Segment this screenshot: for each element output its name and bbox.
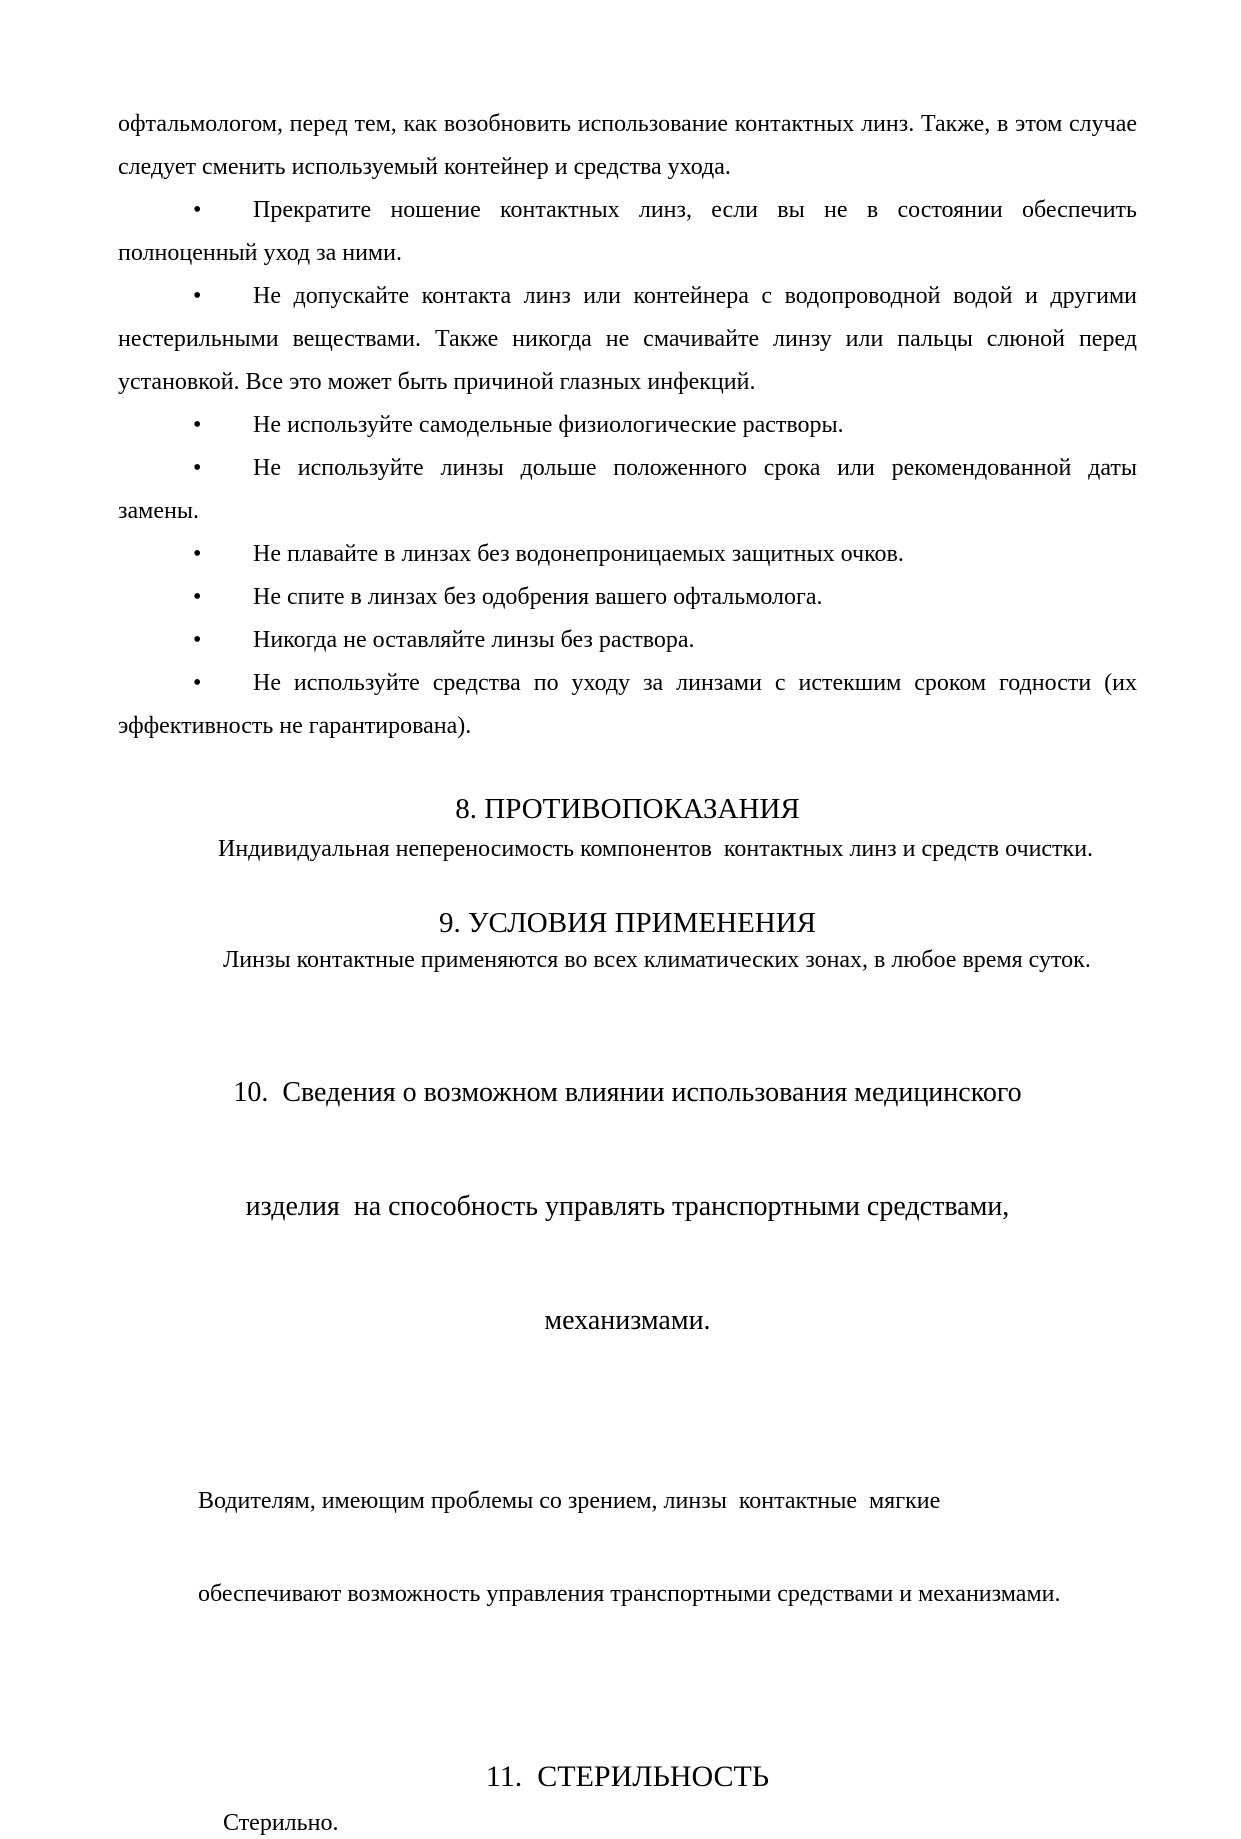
section-9-body: Линзы контактные применяются во всех климатических зонах, в любое время суток. bbox=[223, 947, 1091, 973]
bullet-item bbox=[118, 533, 1137, 576]
bullet-text: Не допускайте контакта линз или контейнера с водопроводной водой и другими нестерильными веществами. Также никогда не смачивайте линзу или пальцы слюной перед установкой. Все это может быть причиной глазных инфекций. bbox=[118, 283, 1143, 395]
bullet-item bbox=[118, 447, 1143, 533]
section-9-heading: 9. УСЛОВИЯ ПРИМЕНЕНИЯ bbox=[438, 907, 817, 939]
bullet-item bbox=[118, 404, 1137, 447]
section-10-body-line: обеспечивают возможность управления транспортными средствами и механизмами. bbox=[198, 1581, 1061, 1607]
bullet-text: Прекратите ношение контактных линз, если вы не в состоянии обеспечить полноценный уход за ними. bbox=[118, 197, 1143, 266]
bullet-text: Не плавайте в линзах без водонепроницаемых защитных очков. bbox=[253, 541, 904, 567]
bullet-icon: • bbox=[193, 197, 202, 223]
intro-paragraph: офтальмологом, перед тем, как возобновить использование контактных линз. Также, в этом случае следует сменить используемый контейнер и средства ухода. bbox=[118, 111, 1143, 180]
bullet-icon: • bbox=[193, 283, 202, 309]
bullet-text: Не спите в линзах без одобрения вашего офтальмолога. bbox=[253, 584, 823, 610]
bullet-text: Не используйте средства по уходу за линзами с истекшим сроком годности (их эффективность не гарантирована). bbox=[118, 670, 1143, 739]
section-10-heading-line: механизмами. bbox=[544, 1305, 711, 1336]
warnings-section bbox=[118, 103, 1143, 748]
section-10-heading bbox=[118, 998, 1137, 1416]
bullet-item bbox=[118, 662, 1143, 748]
section-10-heading-line: 10. Сведения о возможном влиянии использования медицинского bbox=[233, 1077, 1022, 1108]
section-10-body bbox=[118, 1424, 1137, 1672]
bullet-icon: • bbox=[193, 627, 202, 653]
bullet-item bbox=[118, 619, 1137, 662]
section-10-heading-line: изделия на способность управлять транспортными средствами, bbox=[245, 1191, 1010, 1222]
bullet-icon: • bbox=[193, 412, 202, 438]
bullet-item bbox=[118, 189, 1143, 275]
bullet-icon: • bbox=[193, 455, 202, 481]
bullet-text: Не используйте линзы дольше положенного срока или рекомендованной даты замены. bbox=[118, 455, 1143, 524]
bullet-item bbox=[118, 275, 1143, 404]
section-8-heading: 8. ПРОТИВОПОКАЗАНИЯ bbox=[455, 793, 800, 825]
bullet-item bbox=[118, 576, 1137, 619]
bullet-icon: • bbox=[193, 584, 202, 610]
section-8-body: Индивидуальная непереносимость компонентов контактных линз и средств очистки. bbox=[218, 836, 1094, 862]
bullet-icon: • bbox=[193, 670, 202, 696]
section-11-heading: 11. СТЕРИЛЬНОСТЬ bbox=[485, 1760, 770, 1793]
bullet-text: Не используйте самодельные физиологические растворы. bbox=[253, 412, 844, 438]
bullet-icon: • bbox=[193, 541, 202, 567]
section-10-body-line: Водителям, имеющим проблемы со зрением, линзы контактные мягкие bbox=[198, 1488, 941, 1514]
section-11-body: Стерильно. bbox=[223, 1810, 339, 1836]
bullet-text: Никогда не оставляйте линзы без раствора. bbox=[253, 627, 695, 653]
